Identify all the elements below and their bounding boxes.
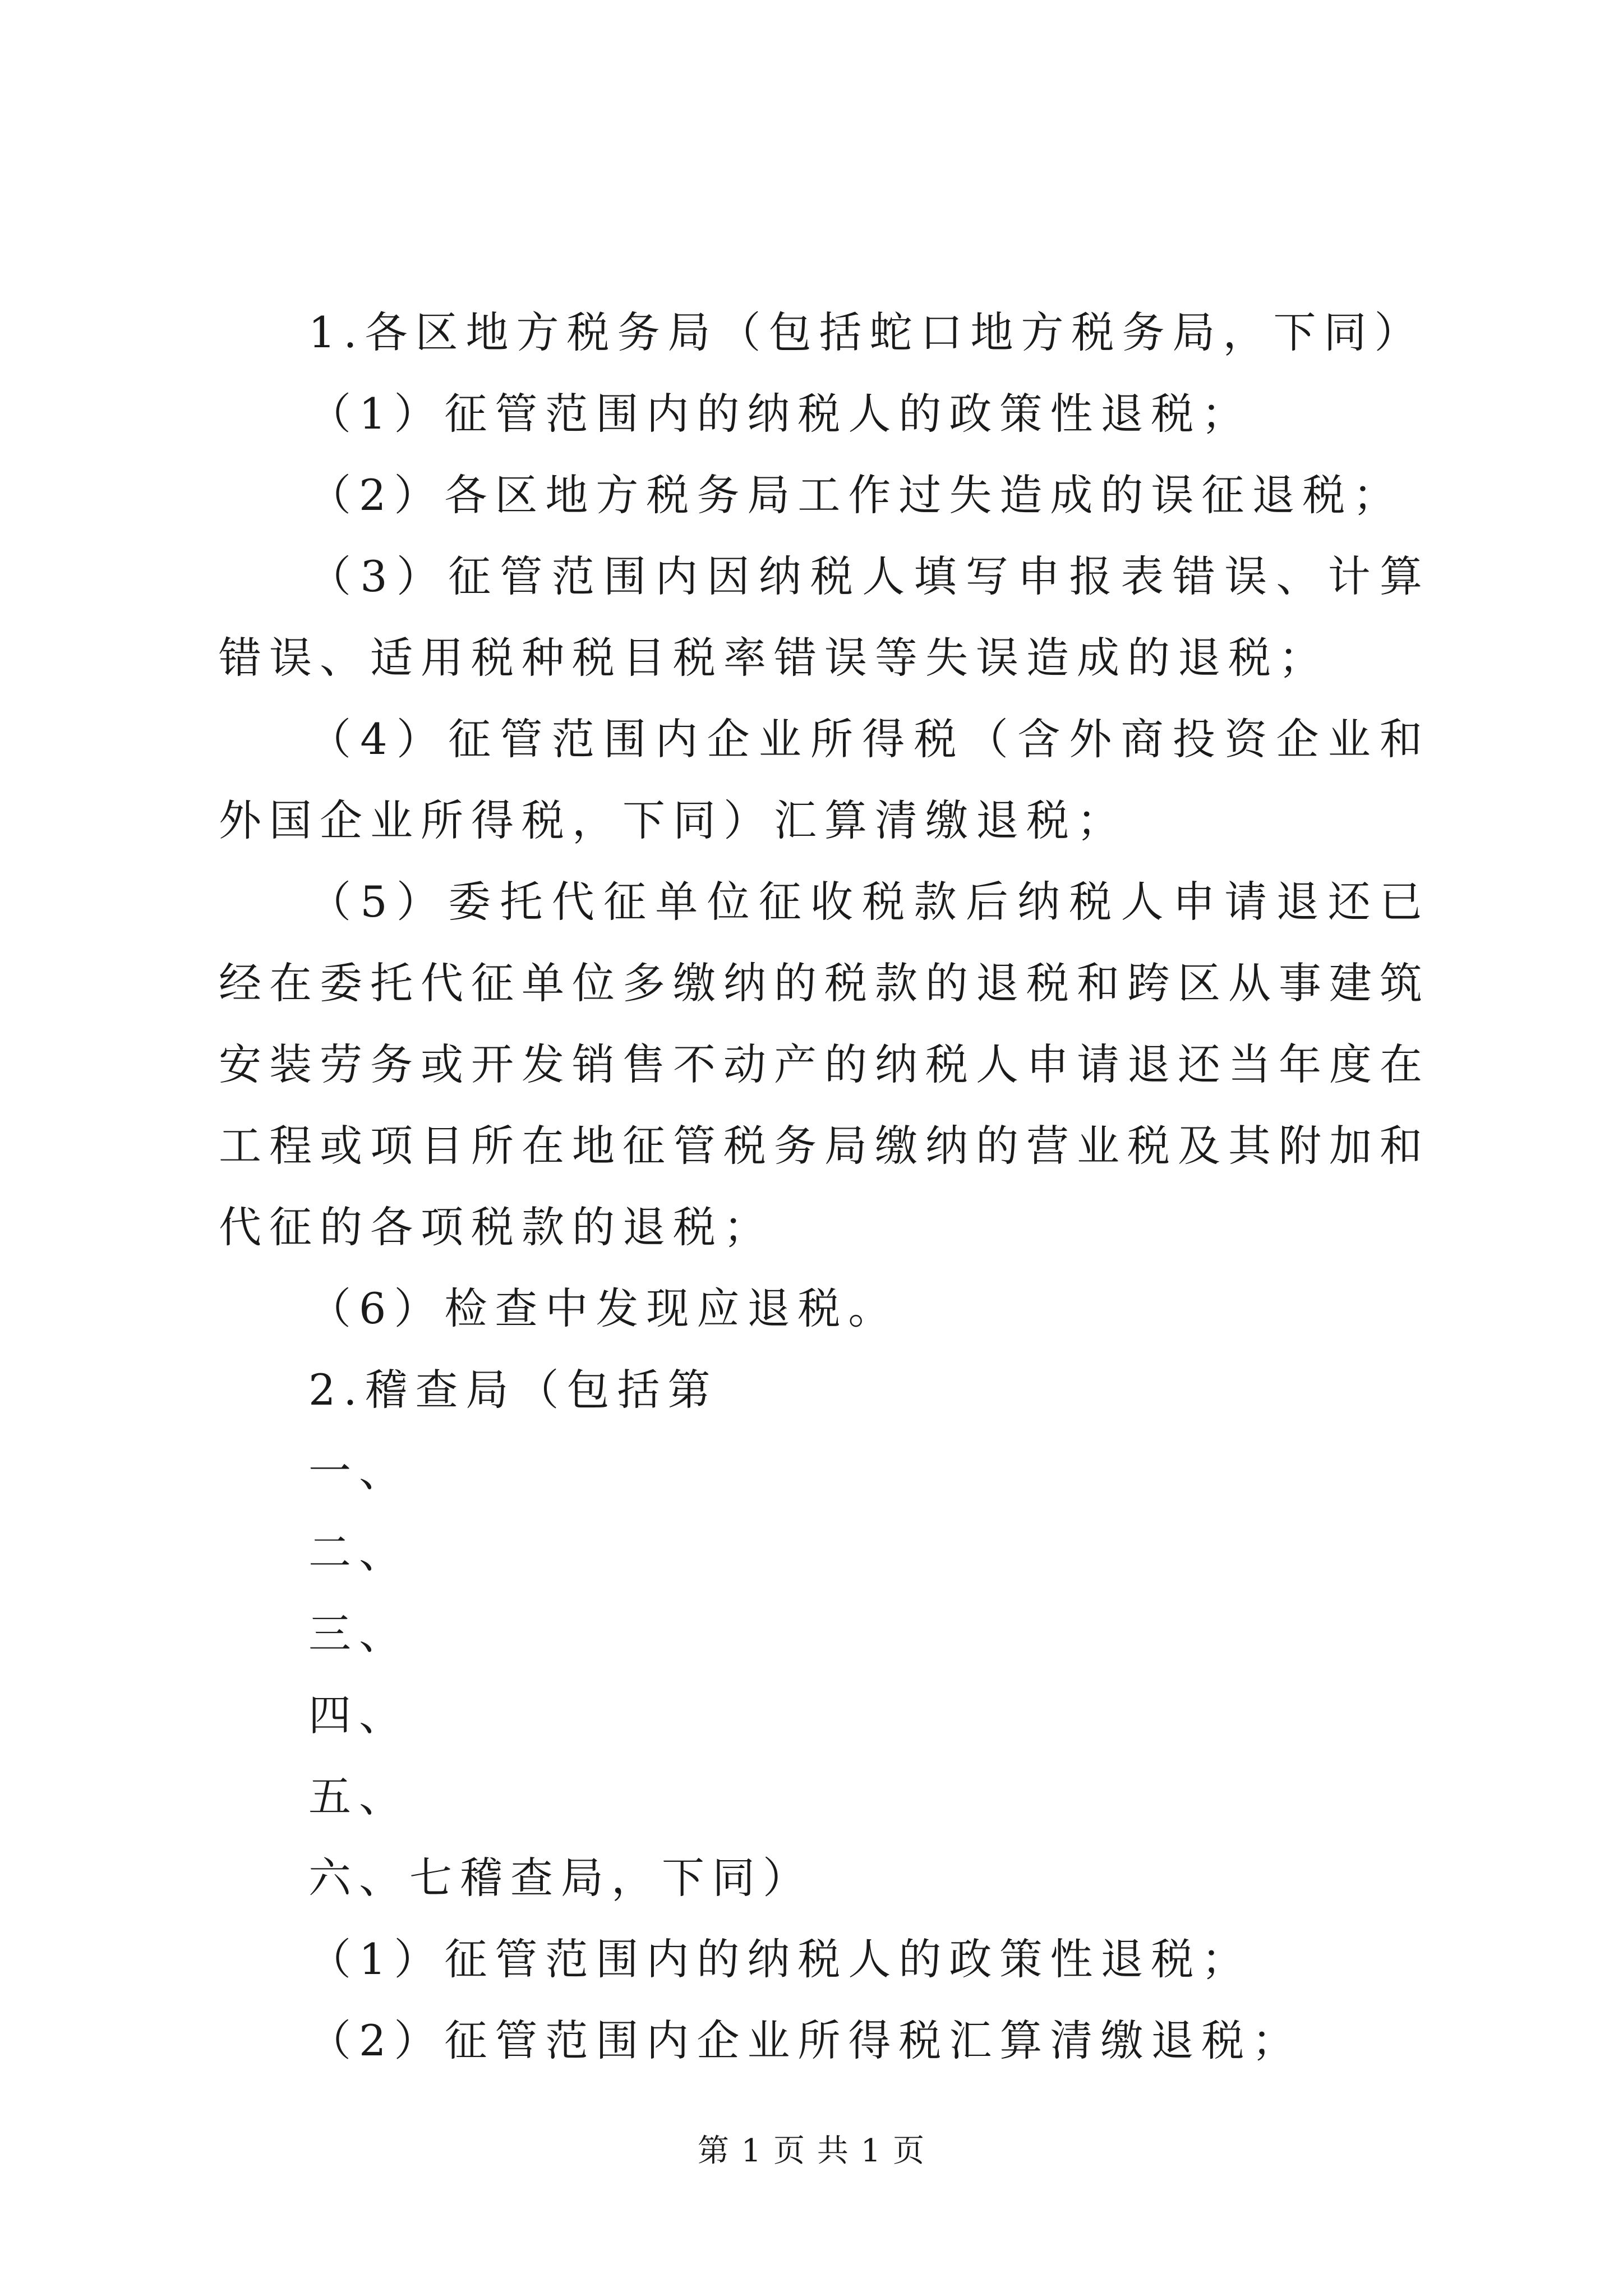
list-item: （1）征管范围内的纳税人的政策性退税； — [308, 1934, 1252, 1984]
heading-inspection-bureau: 2.稽查局（包括第 — [308, 1365, 718, 1415]
list-marker: 一、 — [308, 1446, 409, 1496]
list-marker: 四、 — [308, 1690, 409, 1740]
list-marker: 六、七稽查局，下同） — [308, 1853, 813, 1903]
list-marker: 二、 — [308, 1527, 409, 1577]
list-marker: 三、 — [308, 1609, 409, 1659]
list-item: （4）征管范围内企业所得税（含外商投资企业和外国企业所得税，下同）汇算清缴退税； — [219, 714, 1430, 845]
list-item: （6）检查中发现应退税。 — [308, 1283, 899, 1333]
list-item: （2）征管范围内企业所得税汇算清缴退税； — [308, 2016, 1303, 2065]
list-item: （2）各区地方税务局工作过失造成的误征退税； — [308, 470, 1404, 520]
page-number-footer: 第 1 页 共 1 页 — [697, 2133, 926, 2169]
list-marker: 五、 — [308, 1772, 409, 1821]
list-item: （1）征管范围内的纳税人的政策性退税； — [308, 389, 1252, 439]
list-item: （3）征管范围内因纳税人填写申报表错误、计算错误、适用税种税目税率错误等失误造成的退税； — [219, 551, 1430, 683]
document-body — [219, 292, 1430, 2081]
heading-district-tax-bureau: 1.各区地方税务局（包括蛇口地方税务局，下同） — [308, 307, 1425, 357]
list-item: （5）委托代征单位征收税款后纳税人申请退还已经在委托代征单位多缴纳的税款的退税和跨区从事建筑安装劳务或开发销售不动产的纳税人申请退还当年度在工程或项目所在地征管税务局缴纳的营业税及其附加和代征的各项税款的退税； — [219, 877, 1430, 1252]
